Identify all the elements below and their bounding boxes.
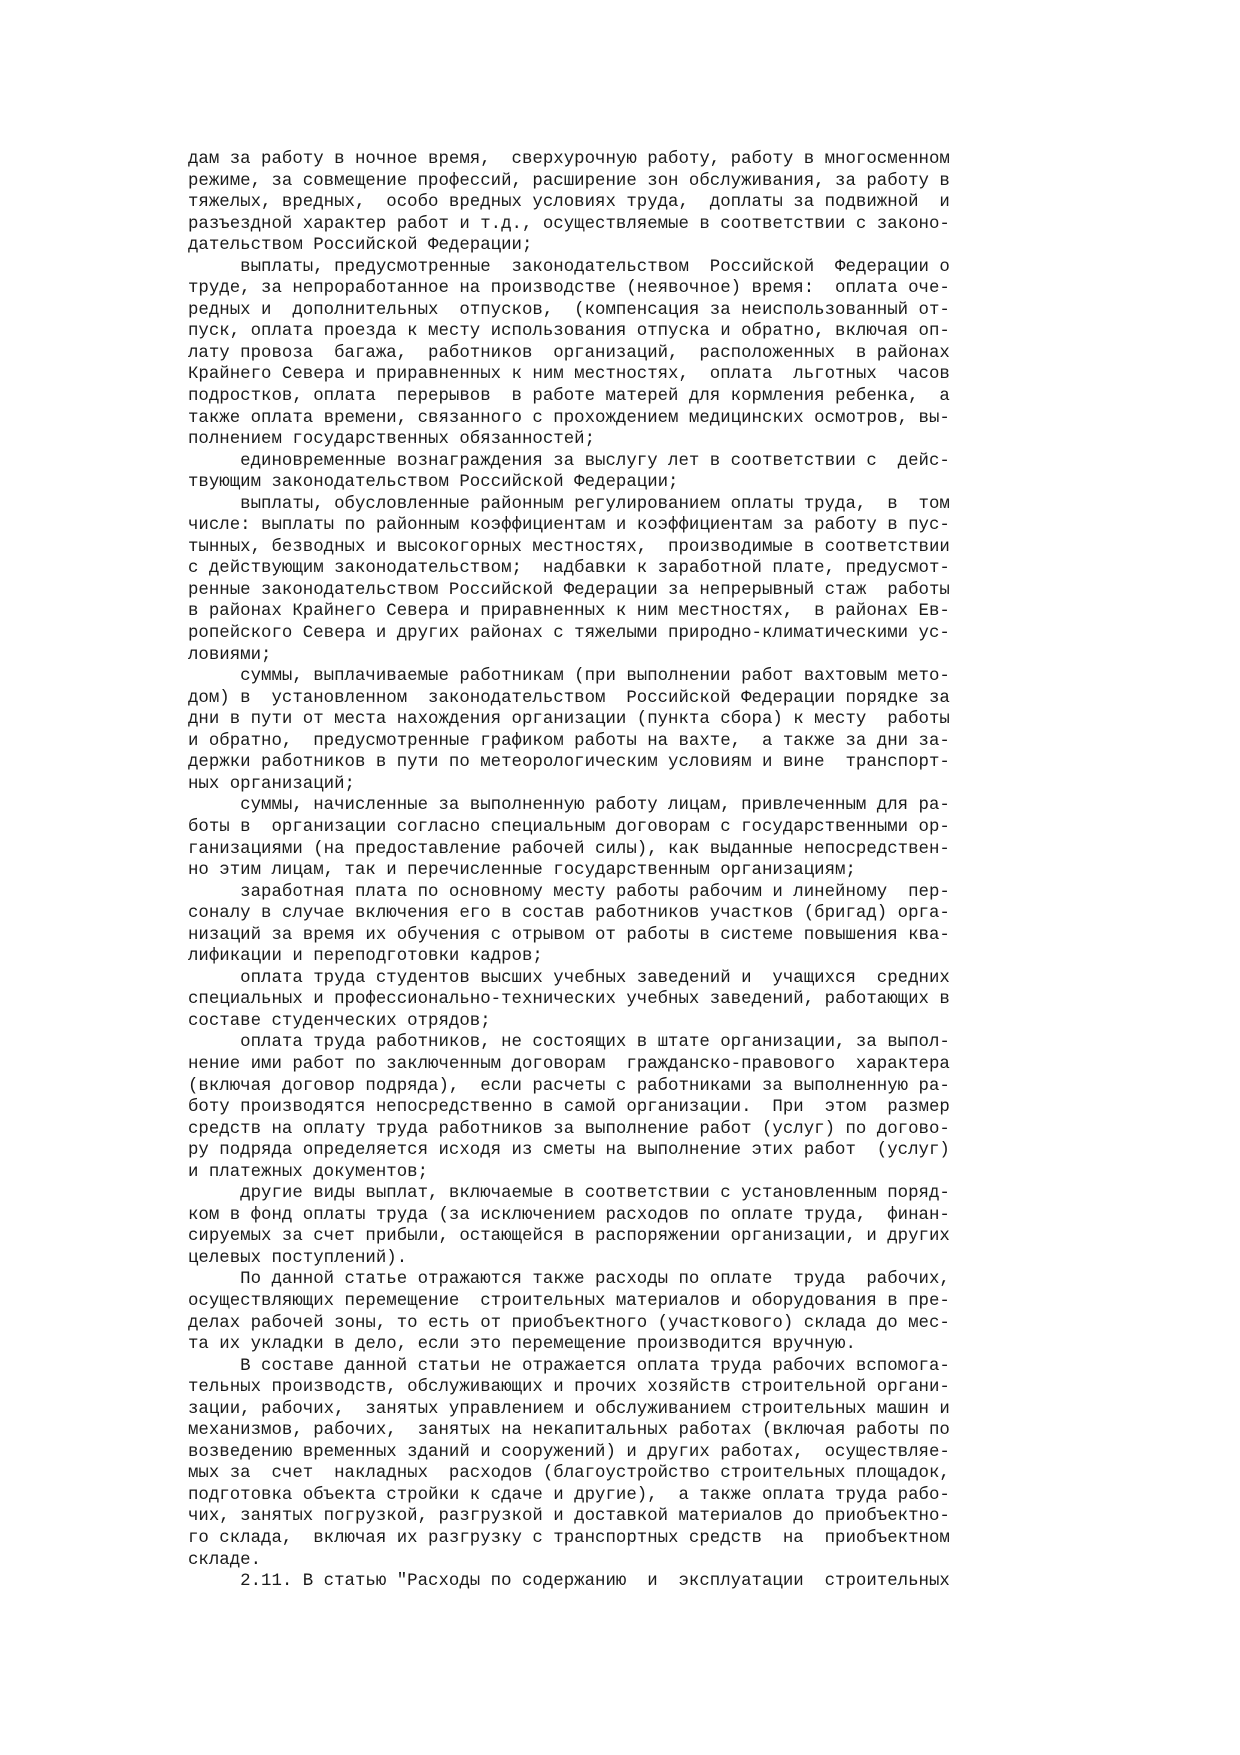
- text-line: выплаты, предусмотренные законодательством Российской Федерации о: [188, 257, 950, 277]
- text-line: подростков, оплата перерывов в работе матерей для кормления ребенка, а: [188, 387, 950, 407]
- text-line: подготовка объекта стройки к сдаче и другие), а также оплата труда рабо-: [188, 1485, 950, 1505]
- text-line: пуск, оплата проезда к месту использования отпуска и обратно, включая оп-: [188, 322, 950, 342]
- text-line: возведению временных зданий и сооружений) и других работах, осуществляе-: [188, 1442, 950, 1462]
- text-line: но этим лицам, так и перечисленные государственным организациям;: [188, 861, 856, 881]
- text-line: числе: выплаты по районным коэффициентам и коэффициентам за работу в пус-: [188, 516, 950, 536]
- text-line: режиме, за совмещение профессий, расширение зон обслуживания, за работу в: [188, 171, 950, 191]
- text-line: ловиями;: [188, 645, 272, 665]
- text-line: выплаты, обусловленные районным регулированием оплаты труда, в том: [188, 494, 950, 514]
- text-line: тынных, безводных и высокогорных местностях, производимые в соответствии: [188, 537, 950, 557]
- text-line: дни в пути от места нахождения организации (пункта сбора) к месту работы: [188, 710, 950, 730]
- text-line: в районах Крайнего Севера и приравненных к ним местностях, в районах Ев-: [188, 602, 950, 622]
- text-line: редных и дополнительных отпусков, (компенсация за неиспользованный от-: [188, 300, 950, 320]
- document-body-text: [188, 149, 1048, 1593]
- text-line: 2.11. В статью "Расходы по содержанию и эксплуатации строительных: [188, 1572, 950, 1592]
- text-line: чих, занятых погрузкой, разгрузкой и доставкой материалов до приобъектно-: [188, 1507, 950, 1527]
- text-line: ропейского Севера и других районах с тяжелыми природно-климатическими ус-: [188, 624, 950, 644]
- text-line: боты в организации согласно специальным договорам с государственными ор-: [188, 817, 950, 837]
- text-line: соналу в случае включения его в состав работников участков (бригад) орга-: [188, 904, 950, 924]
- text-line: боту производятся непосредственно в самой организации. При этом размер: [188, 1098, 950, 1118]
- text-line: мых за счет накладных расходов (благоустройство строительных площадок,: [188, 1464, 950, 1484]
- text-line: специальных и профессионально-технических учебных заведений, работающих в: [188, 990, 950, 1010]
- text-line: ком в фонд оплаты труда (за исключением расходов по оплате труда, финан-: [188, 1205, 950, 1225]
- text-line: делах рабочей зоны, то есть от приобъектного (участкового) склада до мес-: [188, 1313, 950, 1333]
- text-line: заработная плата по основному месту работы рабочим и линейному пер-: [188, 882, 950, 902]
- text-line: дам за работу в ночное время, сверхурочную работу, работу в многосменном: [188, 150, 950, 169]
- text-line: нение ими работ по заключенным договорам гражданско-правового характера: [188, 1054, 950, 1074]
- text-line: твующим законодательством Российской Федерации;: [188, 473, 679, 493]
- text-line: единовременные вознаграждения за выслугу лет в соответствии с дейс-: [188, 451, 950, 471]
- text-line: (включая договор подряда), если расчеты с работниками за выполненную ра-: [188, 1076, 950, 1096]
- text-line: ру подряда определяется исходя из сметы на выполнение этих работ (услуг): [188, 1141, 950, 1161]
- text-line: механизмов, рабочих, занятых на некапитальных работах (включая работы по: [188, 1421, 950, 1441]
- text-line: целевых поступлений).: [188, 1248, 408, 1268]
- text-line: средств на оплату труда работников за выполнение работ (услуг) по догово-: [188, 1119, 950, 1139]
- text-line: оплата труда работников, не состоящих в штате организации, за выпол-: [188, 1033, 950, 1053]
- text-line: сируемых за счет прибыли, остающейся в распоряжении организации, и других: [188, 1227, 950, 1247]
- text-line: составе студенческих отрядов;: [188, 1011, 491, 1031]
- text-line: лату провоза багажа, работников организаций, расположенных в районах: [188, 343, 950, 363]
- text-line: По данной статье отражаются также расходы по оплате труда рабочих,: [188, 1270, 950, 1290]
- text-line: низаций за время их обучения с отрывом от работы в системе повышения ква-: [188, 925, 950, 945]
- text-line: тельных производств, обслуживающих и прочих хозяйств строительной органи-: [188, 1378, 950, 1398]
- text-line: суммы, начисленные за выполненную работу лицам, привлеченным для ра-: [188, 796, 950, 816]
- text-line: труде, за непроработанное на производстве (неявочное) время: оплата оче-: [188, 279, 950, 299]
- text-line: осуществляющих перемещение строительных материалов и оборудования в пре-: [188, 1291, 950, 1311]
- text-line: складе.: [188, 1550, 262, 1570]
- text-line: В составе данной статьи не отражается оплата труда рабочих вспомога-: [188, 1356, 950, 1376]
- text-line: держки работников в пути по метеорологическим условиям и вине транспорт-: [188, 753, 950, 773]
- text-line: ных организаций;: [188, 774, 355, 794]
- text-line: тяжелых, вредных, особо вредных условиях труда, доплаты за подвижной и: [188, 193, 950, 213]
- text-line: дом) в установленном законодательством Российской Федерации порядке за: [188, 688, 950, 708]
- text-line: оплата труда студентов высших учебных заведений и учащихся средних: [188, 968, 950, 988]
- text-line: и платежных документов;: [188, 1162, 429, 1182]
- text-line: та их укладки в дело, если это перемещение производится вручную.: [188, 1335, 856, 1355]
- text-line: также оплата времени, связанного с прохождением медицинских осмотров, вы-: [188, 408, 950, 428]
- text-line: Крайнего Севера и приравненных к ним местностях, оплата льготных часов: [188, 365, 950, 385]
- text-line: и обратно, предусмотренные графиком работы на вахте, а также за дни за-: [188, 731, 950, 751]
- text-line: го склада, включая их разгрузку с транспортных средств на приобъектном: [188, 1529, 950, 1548]
- text-line: суммы, выплачиваемые работникам (при выполнении работ вахтовым мето-: [188, 667, 950, 687]
- text-line: лификации и переподготовки кадров;: [188, 947, 543, 967]
- text-line: разъездной характер работ и т.д., осуществляемые в соответствии с законо-: [188, 214, 950, 234]
- text-line: зации, рабочих, занятых управлением и обслуживанием строительных машин и: [188, 1399, 950, 1419]
- text-line: ренные законодательством Российской Федерации за непрерывный стаж работы: [188, 580, 950, 600]
- text-line: другие виды выплат, включаемые в соответствии с установленным поряд-: [188, 1184, 950, 1204]
- text-line: полнением государственных обязанностей;: [188, 430, 596, 450]
- text-line: дательством Российской Федерации;: [188, 236, 533, 256]
- text-line: ганизациями (на предоставление рабочей силы), как выданные непосредствен-: [188, 839, 950, 859]
- text-line: с действующим законодательством; надбавки к заработной плате, предусмот-: [188, 559, 950, 579]
